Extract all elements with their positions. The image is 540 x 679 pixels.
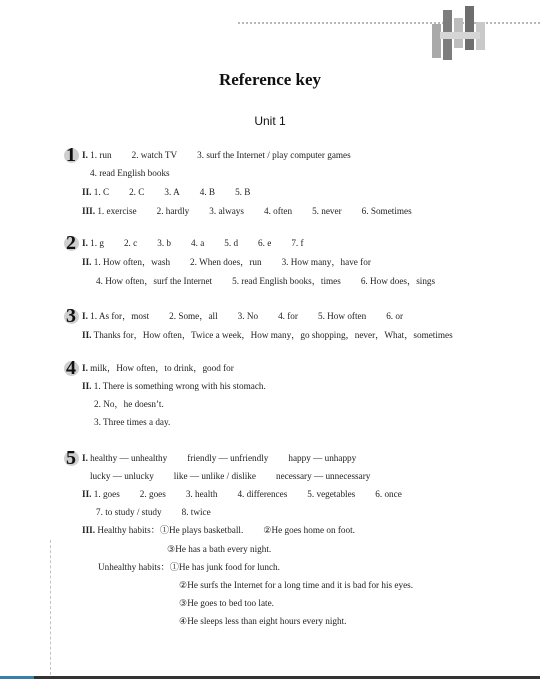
lesson2-line3: 4. How often，surf the Internet 5. read English books，times 6. How does，sings <box>96 276 436 286</box>
lesson-number-1: 1 <box>66 144 76 166</box>
lesson5-line6: ③He has a bath every night. <box>167 544 272 554</box>
lesson5-line3: II. 1. goes 2. goes 3. health 4. differences 5. vegetables 6. once <box>82 489 402 499</box>
lesson1-line1: I. 1. run 2. watch TV 3. surf the Internet / play computer games <box>82 150 351 160</box>
lesson-number-3: 3 <box>66 305 76 327</box>
lesson-number-5: 5 <box>66 447 76 469</box>
lesson1-line4: III. 1. exercise 2. hardly 3. always 4. often 5. never 6. Sometimes <box>82 206 412 216</box>
lesson2-line2: II. 1. How often，wash 2. When does，run 3. How many，have for <box>82 257 371 267</box>
header-decoration-graphic <box>426 6 496 66</box>
lesson4-line2: II. 1. There is something wrong with his stomach. <box>82 381 266 391</box>
lesson5-line9: ③He goes to bed too late. <box>179 598 274 608</box>
lesson1-line3: II. 1. C 2. C 3. A 4. B 5. B <box>82 187 251 197</box>
lesson4-line1: I. milk，How often，to drink，good for <box>82 363 234 373</box>
margin-dotted-rule <box>50 540 51 675</box>
lesson5-line10: ④He sleeps less than eight hours every night. <box>179 616 347 626</box>
lesson2-line1: I. 1. g 2. c 3. b 4. a 5. d 6. e 7. f <box>82 238 304 248</box>
lesson3-line1: I. 1. As for，most 2. Some，all 3. No 4. for 5. How often 6. or <box>82 311 404 321</box>
lesson5-line5: III. Healthy habits：①He plays basketball. ②He goes home on foot. <box>82 525 355 535</box>
lesson5-line1: I. healthy — unhealthy friendly — unfriendly happy — unhappy <box>82 453 357 463</box>
lesson5-line4: 7. to study / study 8. twice <box>96 507 211 517</box>
unit-heading: Unit 1 <box>254 114 286 128</box>
lesson5-line8: ②He surfs the Internet for a long time and it is bad for his eyes. <box>179 580 414 590</box>
lesson3-line2: II. Thanks for，How often，Twice a week，How many，go shopping，never，What，sometimes <box>82 330 453 340</box>
lesson4-line3: 2. No，he doesn’t. <box>94 399 164 409</box>
lesson-number-2: 2 <box>66 232 76 254</box>
lesson4-line4: 3. Three times a day. <box>94 417 171 427</box>
lesson-number-4: 4 <box>66 357 76 379</box>
lesson5-line7: Unhealthy habits：①He has junk food for lunch. <box>98 562 280 572</box>
page-title: Reference key <box>218 70 322 89</box>
lesson1-line2: 4. read English books <box>90 168 170 178</box>
lesson5-line2: lucky — unlucky like — unlike / dislike necessary — unnecessary <box>90 471 371 481</box>
